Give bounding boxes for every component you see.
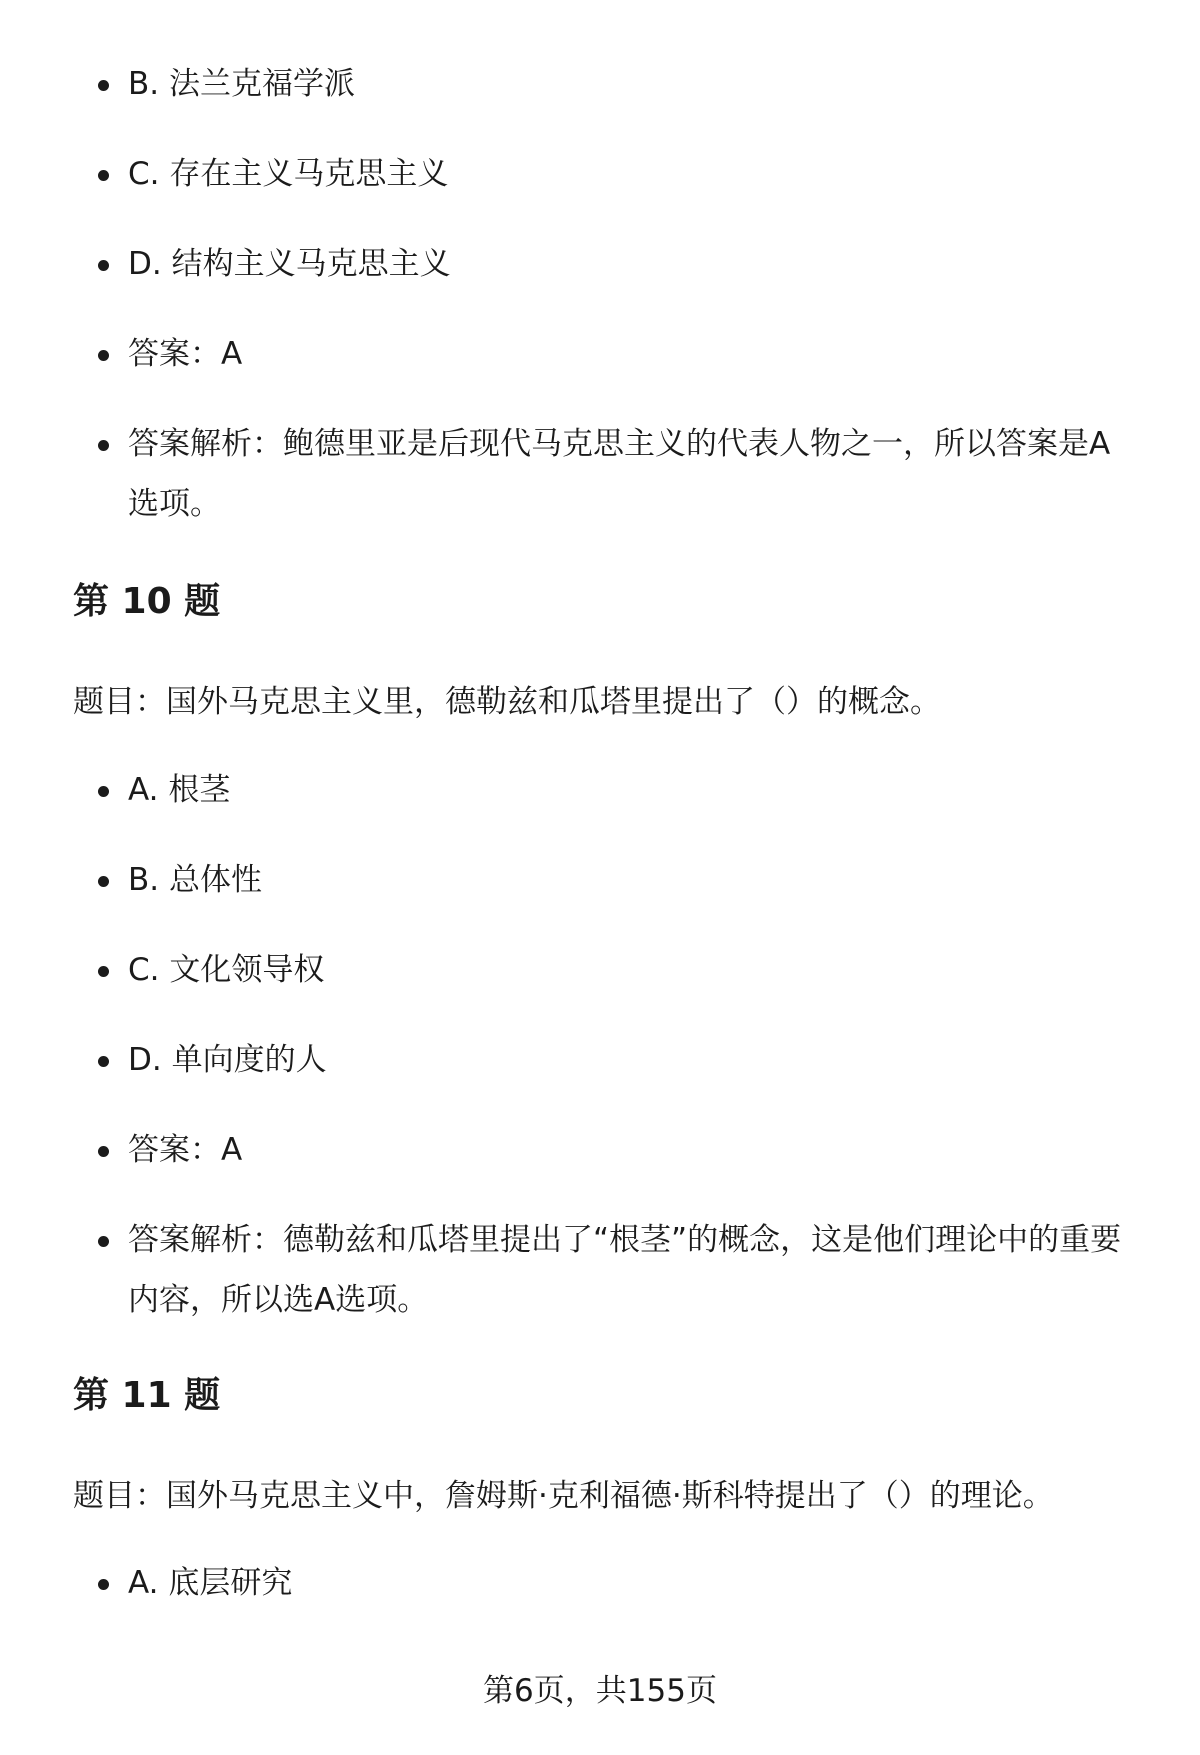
bullet-dot (98, 170, 109, 181)
option-a (0, 760, 1200, 820)
question-10-title: 第 10 题 (73, 581, 221, 622)
page-number: 第6页，共155页 (483, 1673, 717, 1709)
option-c (0, 144, 1200, 204)
bullet-dot (98, 1579, 109, 1590)
question-11-prompt: 题目：国外马克思主义中，詹姆斯·克利福德·斯科特提出了（）的理论。 (73, 1478, 1054, 1514)
option-text: B. 总体性 (128, 862, 262, 898)
question-11-title: 第 11 题 (73, 1375, 221, 1416)
answer-analysis (0, 414, 1200, 534)
bullet-dot (98, 1236, 109, 1247)
bullet-dot (98, 350, 109, 361)
option-text: C. 存在主义马克思主义 (128, 156, 449, 192)
q9-option-list (0, 54, 1200, 534)
bullet-dot (98, 440, 109, 451)
option-a (0, 1553, 1200, 1613)
answer (0, 324, 1200, 384)
bullet-dot (98, 876, 109, 887)
answer-text: 答案：A (128, 1132, 243, 1168)
option-d (0, 234, 1200, 294)
bullet-dot (98, 260, 109, 271)
option-c (0, 940, 1200, 1000)
option-b (0, 850, 1200, 910)
answer (0, 1120, 1200, 1180)
answer-analysis (0, 1210, 1200, 1330)
option-text: A. 底层研究 (128, 1565, 293, 1601)
q11-option-list (0, 1553, 1200, 1613)
analysis-text: 答案解析：德勒兹和瓜塔里提出了“根茎”的概念，这是他们理论中的重要内容，所以选A选项。 (128, 1222, 1122, 1318)
option-text: C. 文化领导权 (128, 952, 325, 988)
option-text: B. 法兰克福学派 (128, 66, 355, 102)
bullet-dot (98, 80, 109, 91)
answer-text: 答案：A (128, 336, 243, 372)
analysis-text: 答案解析：鲍德里亚是后现代马克思主义的代表人物之一，所以答案是A选项。 (128, 426, 1111, 522)
page-footer (0, 1665, 1200, 1717)
bullet-dot (98, 1146, 109, 1157)
option-b (0, 54, 1200, 114)
q10-option-list (0, 760, 1200, 1330)
option-text: A. 根茎 (128, 772, 231, 808)
option-d (0, 1030, 1200, 1090)
bullet-dot (98, 966, 109, 977)
question-10-prompt: 题目：国外马克思主义里，德勒兹和瓜塔里提出了（）的概念。 (73, 684, 941, 720)
bullet-dot (98, 786, 109, 797)
bullet-dot (98, 1056, 109, 1067)
option-text: D. 结构主义马克思主义 (128, 246, 451, 282)
option-text: D. 单向度的人 (128, 1042, 327, 1078)
